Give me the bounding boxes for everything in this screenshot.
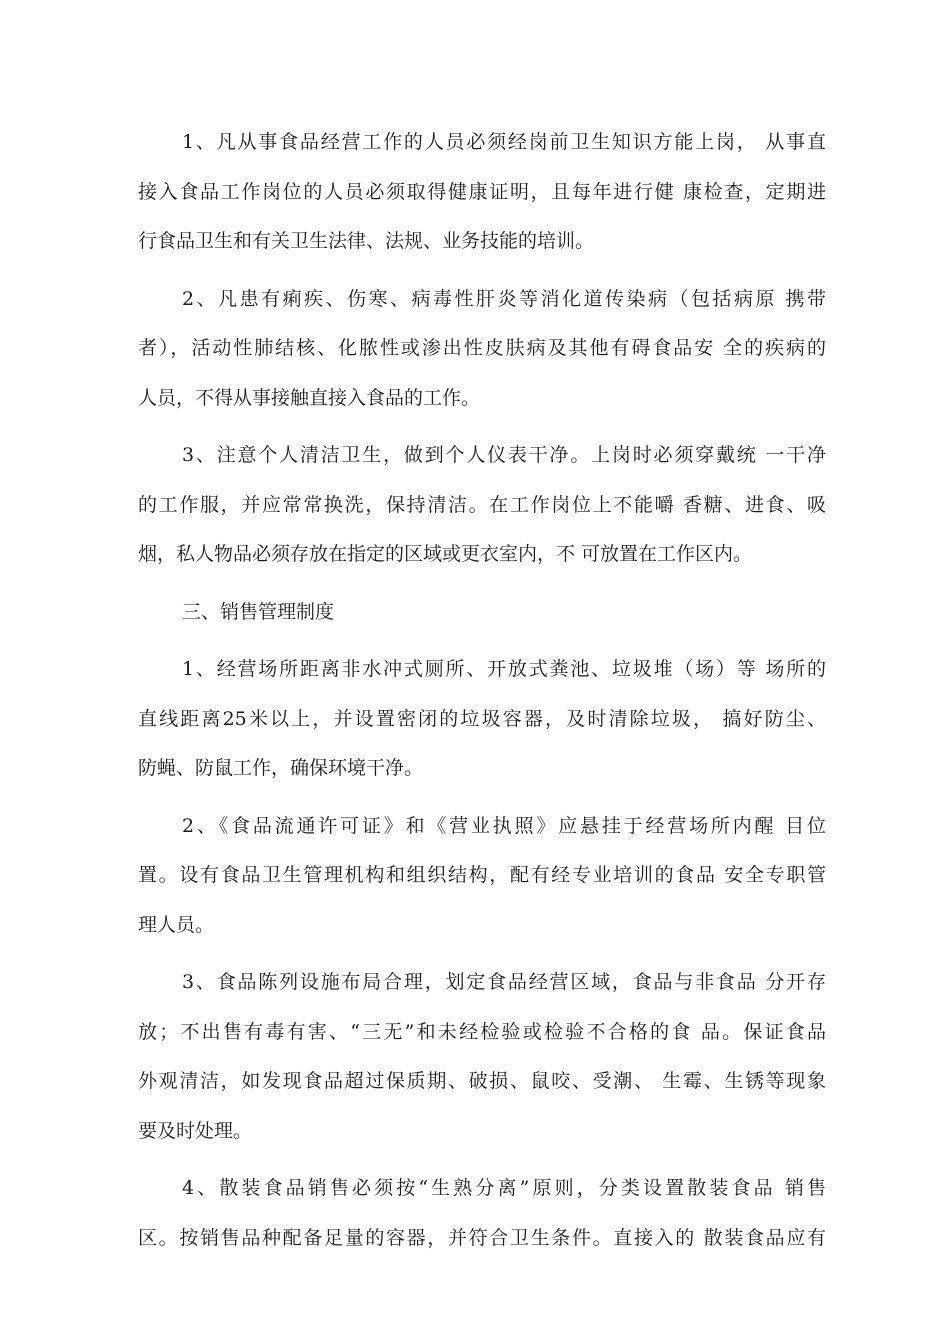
text-line: 人员，不得从事接触直接入食品的工作。	[138, 386, 481, 409]
paragraph-6	[138, 958, 826, 1156]
text-line: 2、《食品流通许可证》和《营业执照》应悬挂于经营场所内醒 目位	[182, 814, 826, 837]
paragraph-5	[138, 802, 826, 951]
text-line: 要及时处理。	[138, 1119, 253, 1142]
text-line: 理人员。	[138, 913, 215, 936]
paragraph-4	[138, 645, 826, 794]
text-line: 3、食品陈列设施布局合理，划定食品经营区域，食品与非食品 分开存	[182, 971, 826, 993]
text-line: 的工作服，并应常常换洗，保持清洁。在工作岗位上不能嚼 香糖、进食、吸	[138, 493, 826, 516]
text-line: 1、凡从事食品经营工作的人员必须经岗前卫生知识方能上岗， 从事直	[182, 131, 826, 153]
text-line: 直线距离25米以上，并设置密闭的垃圾容器，及时清除垃圾， 搞好防尘、	[138, 707, 826, 730]
text-line: 者），活动性肺结核、化脓性或渗出性皮肤病及其他有碍食品安 全的疾病的	[138, 337, 826, 359]
text-line: 4、散装食品销售必须按“生熟分离”原则，分类设置散装食品 销售	[182, 1177, 826, 1199]
text-line: 3、注意个人清洁卫生，做到个人仪表干净。上岗时必须穿戴统 一干净	[182, 444, 826, 466]
text-line: 1、经营场所距离非水冲式厕所、开放式粪池、垃圾堆（场）等 场所的	[182, 658, 826, 680]
text-line: 2、凡患有痢疾、伤寒、病毒性肝炎等消化道传染病（包括病原 携带	[182, 287, 826, 310]
section-title: 三、销售管理制度	[182, 600, 335, 623]
text-line: 放；不出售有毒有害、“三无”和未经检验或检验不合格的食 品。保证食品	[138, 1020, 826, 1043]
document-body	[138, 118, 826, 1263]
section-heading	[138, 588, 826, 638]
paragraph-3	[138, 431, 826, 580]
text-line: 烟，私人物品必须存放在指定的区域或更衣室内，不 可放置在工作区内。	[138, 543, 753, 565]
text-line: 接入食品工作岗位的人员必须取得健康证明，且每年进行健 康检查，定期进	[138, 180, 826, 203]
paragraph-7	[138, 1164, 826, 1263]
paragraph-1	[138, 118, 826, 267]
text-line: 行食品卫生和有关卫生法律、法规、业务技能的培训。	[138, 230, 595, 252]
text-line: 区。按销售品种配备足量的容器，并符合卫生条件。直接入的 散装食品应有	[138, 1226, 826, 1249]
text-line: 防蝇、防鼠工作，确保环境干净。	[138, 757, 424, 779]
text-line: 外观清洁，如发现食品超过保质期、破损、鼠咬、受潮、 生霉、生锈等现象	[138, 1070, 826, 1092]
paragraph-2	[138, 275, 826, 424]
text-line: 置。设有食品卫生管理机构和组织结构，配有经专业培训的食品 安全专职管	[138, 864, 826, 886]
